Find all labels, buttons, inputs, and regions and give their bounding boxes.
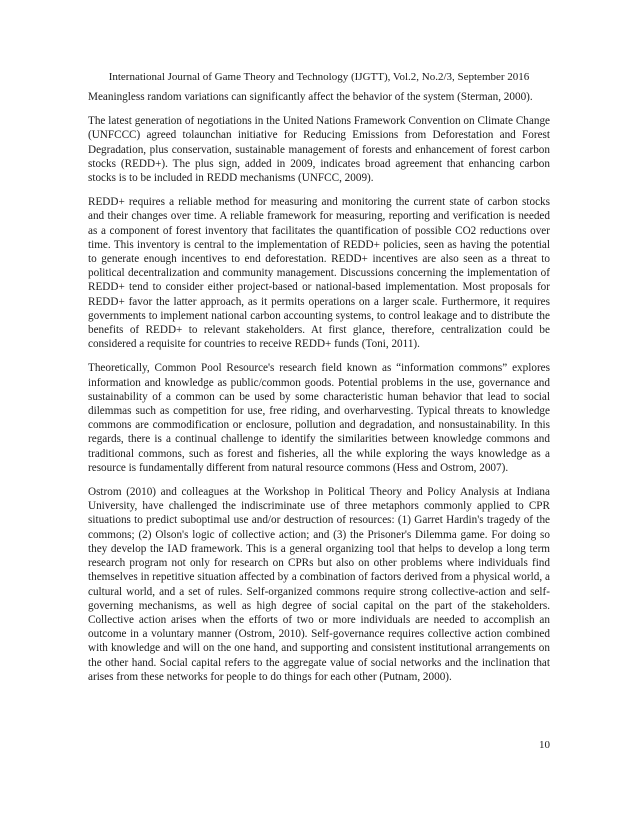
page-number: 10 <box>539 739 550 751</box>
paragraph-sterman: Meaningless random variations can significantly affect the behavior of the system (Sterman, 2000). <box>88 91 533 103</box>
paragraph-ostrom: Ostrom (2010) and colleagues at the Workshop in Political Theory and Policy Analysis at Indiana University, have challenged the indiscriminate use of three metaphors commonly applied to CPR situations to predict suboptimal use and/or destruction of resources: (1) Garret Hardin's tragedy of the commons; (2) Olson's logic of collective action; and (3) the Prisoner's Dilemma game. For doing so they develop the IAD framework. This is a general organizing tool that helps to develop a long term research program not only for research on CPRs but also on other problems where individuals find themselves in repetitive situation affected by a combination of factors derived from a physical world, a cultural world, and a set of rules. Self-organized commons require strong collective-action and self-governing mechanisms, as well as high degree of social capital on the part of the stakeholders. Collective action arises when the efforts of two or more individuals are needed to accomplish an outcome in a voluntary manner (Ostrom, 2010). Self-governance requires collective action combined with knowledge and will on the one hand, and supporting and consistent institutional arrangements on the other hand. Social capital refers to the aggregate value of social networks and the inclination that arises from these networks for people to do things for each other (Putnam, 2000). <box>88 486 550 683</box>
body-text <box>88 90 550 694</box>
running-header: International Journal of Game Theory and Technology (IJGTT), Vol.2, No.2/3, September 2016 <box>108 71 530 83</box>
paragraph-information-commons: Theoretically, Common Pool Resource's research field known as “information commons” explores information and knowledge as public/common goods. Potential problems in the use, governance and sustainability of a common can be used by some characteristic human behavior that lead to social dilemmas such as competition for use, free riding, and overharvesting. Typical threats to knowledge commons are commodification or enclosure, pollution and degradation, and nonsustainability. In this regards, there is a continual challenge to identify the similarities between knowledge commons and traditional commons, such as forest and fisheries, all the while exploring the ways knowledge as a resource is fundamentally different from natural resource commons (Hess and Ostrom, 2007). <box>88 362 550 474</box>
paragraph-redd-measurement: REDD+ requires a reliable method for measuring and monitoring the current state of carbon stocks and their changes over time. A reliable framework for measuring, reporting and verification is needed as a component of forest inventory that facilitates the quantification of possible CO2 reductions over time. This inventory is central to the implementation of REDD+ policies, seen as having the potential to generate enough incentives to end deforestation. REDD+ incentives are also seen as a threat to political decentralization and community management. Discussions concerning the implementation of REDD+ tend to consider either project-based or national-based implementation. Most proposals for REDD+ favor the latter approach, as it permits operations on a larger scale. Furthermore, it requires governments to implement national carbon accounting systems, to control leakage and to distribute the benefits of REDD+ to relevant stakeholders. At first glance, therefore, centralization could be considered a requisite for countries to receive REDD+ funds (Toni, 2011). <box>88 196 550 351</box>
paragraph-unfccc: The latest generation of negotiations in the United Nations Framework Convention on Climate Change (UNFCCC) agreed tolaunchan initiative for Reducing Emissions from Deforestation and Forest Degradation, plus conservation, sustainable management of forests and enhancement of forest carbon stocks (REDD+). The plus sign, added in 2009, indicates broad agreement that enhancing carbon stocks is to be included in REDD mechanisms (UNFCC, 2009). <box>88 115 550 185</box>
